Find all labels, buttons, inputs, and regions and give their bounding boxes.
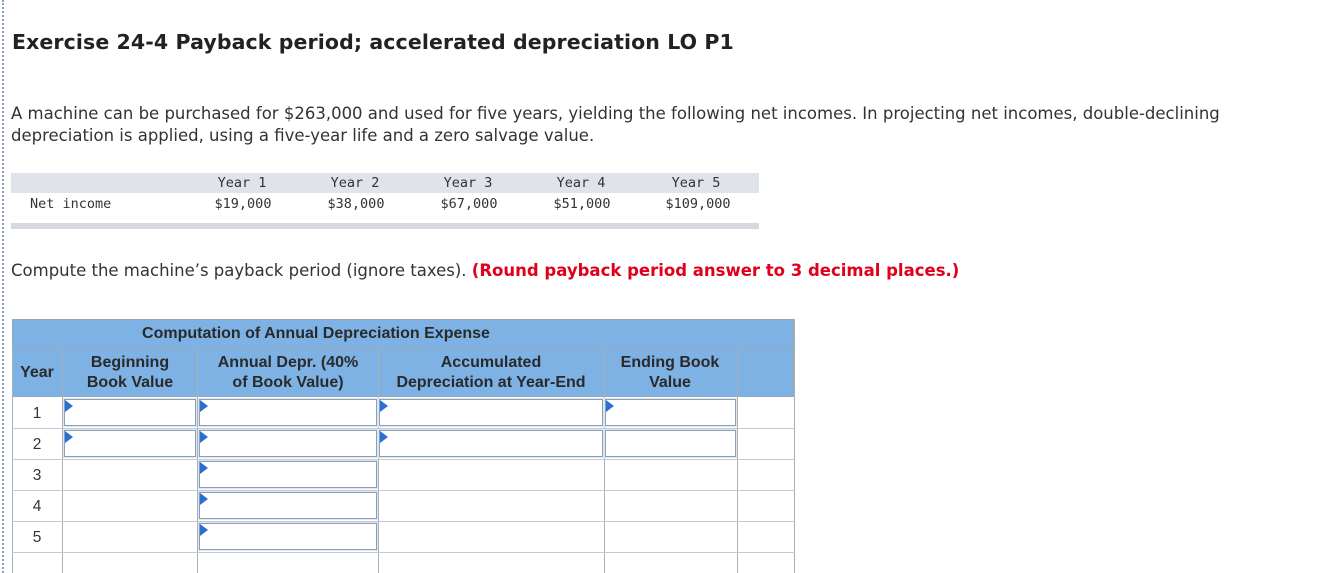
row-year-number: 2 — [32, 436, 42, 453]
row-year-number: 3 — [32, 467, 42, 484]
beginning-book-value-input[interactable] — [65, 400, 195, 425]
exercise-title: Exercise 24-4 Payback period; accelerated depreciation LO P1 — [12, 30, 734, 54]
input-marker-icon — [200, 524, 208, 536]
input-marker-icon — [65, 400, 73, 412]
grid-line — [378, 349, 379, 573]
grid-line — [604, 349, 605, 573]
grid-line — [794, 319, 795, 573]
year-header: Year 4 — [556, 175, 606, 191]
input-marker-icon — [380, 431, 388, 443]
column-header-accumulated-depreciation — [378, 349, 604, 397]
rounding-note: (Round payback period answer to 3 decimal places.) — [471, 261, 960, 280]
header-line: Depreciation at Year-End — [396, 374, 586, 391]
beginning-book-value-field[interactable] — [64, 399, 196, 426]
input-marker-icon — [200, 493, 208, 505]
annual-depreciation-field[interactable] — [199, 430, 377, 457]
net-income-value: $19,000 — [214, 196, 272, 212]
annual-depreciation-input[interactable] — [200, 400, 376, 425]
ending-book-value-field[interactable] — [605, 430, 736, 457]
input-marker-icon — [200, 462, 208, 474]
input-marker-icon — [200, 431, 208, 443]
year-header: Year 3 — [443, 175, 493, 191]
net-income-value: $67,000 — [440, 196, 498, 212]
left-dotted-border — [2, 0, 4, 573]
beginning-book-value-input[interactable] — [65, 431, 195, 456]
net-income-value: $51,000 — [553, 196, 611, 212]
annual-depreciation-field[interactable] — [199, 492, 377, 519]
header-line: Beginning — [90, 354, 170, 371]
year-header: Year 1 — [217, 175, 267, 191]
net-income-value: $109,000 — [665, 196, 731, 212]
annual-depreciation-field[interactable] — [199, 399, 377, 426]
instruction-text — [11, 261, 959, 280]
grid-line — [12, 490, 795, 491]
annual-depreciation-field[interactable] — [199, 523, 377, 550]
ending-book-value-field[interactable] — [605, 399, 736, 426]
year-header: Year 2 — [330, 175, 380, 191]
annual-depreciation-input[interactable] — [200, 493, 376, 518]
table-title: Computation of Annual Depreciation Expense — [142, 325, 490, 342]
input-marker-icon — [65, 431, 73, 443]
row-year-number: 5 — [32, 529, 42, 546]
column-header-beginning-book-value — [63, 349, 197, 397]
header-line: Accumulated — [440, 354, 542, 371]
column-header-annual-depreciation — [198, 349, 378, 397]
net-income-table — [11, 173, 759, 230]
year-header: Year 5 — [671, 175, 721, 191]
net-income-footer-band — [11, 223, 759, 229]
ending-book-value-input[interactable] — [606, 431, 735, 456]
annual-depreciation-field[interactable] — [199, 461, 377, 488]
grid-line — [737, 349, 738, 573]
annual-depreciation-input[interactable] — [200, 524, 376, 549]
grid-line — [12, 521, 795, 522]
header-line: Value — [649, 374, 691, 391]
row-year-number: 4 — [32, 498, 42, 515]
grid-line — [12, 552, 795, 553]
grid-line — [197, 349, 198, 573]
grid-line — [62, 349, 63, 573]
grid-line — [12, 428, 795, 429]
accumulated-depreciation-field[interactable] — [379, 430, 603, 457]
instruction-main: Compute the machine’s payback period (ignore taxes). — [11, 261, 472, 280]
column-header-year — [12, 349, 62, 397]
column-header-ending-book-value — [604, 349, 736, 397]
column-header-year-text: Year — [20, 364, 54, 381]
annual-depreciation-input[interactable] — [200, 431, 376, 456]
annual-depreciation-input[interactable] — [200, 462, 376, 487]
accumulated-depreciation-input[interactable] — [380, 400, 602, 425]
input-marker-icon — [380, 400, 388, 412]
problem-statement: A machine can be purchased for $263,000 and used for five years, yielding the following net incomes. In projecting net incomes, double-declining depreciation is applied, using a five-year life and a zero salvage value. — [11, 104, 1220, 145]
ending-book-value-input[interactable] — [606, 400, 735, 425]
header-line: Annual Depr. (40% — [217, 354, 359, 371]
header-line: of Book Value) — [232, 374, 344, 391]
input-marker-icon — [200, 400, 208, 412]
grid-line — [12, 459, 795, 460]
header-line: Ending Book — [620, 354, 720, 371]
row-year-number: 1 — [32, 405, 42, 422]
beginning-book-value-field[interactable] — [64, 430, 196, 457]
net-income-label: Net income — [30, 196, 112, 212]
header-line: Book Value — [86, 374, 174, 391]
input-marker-icon — [606, 400, 614, 412]
net-income-value: $38,000 — [327, 196, 385, 212]
accumulated-depreciation-input[interactable] — [380, 431, 602, 456]
depreciation-table — [12, 319, 795, 573]
accumulated-depreciation-field[interactable] — [379, 399, 603, 426]
